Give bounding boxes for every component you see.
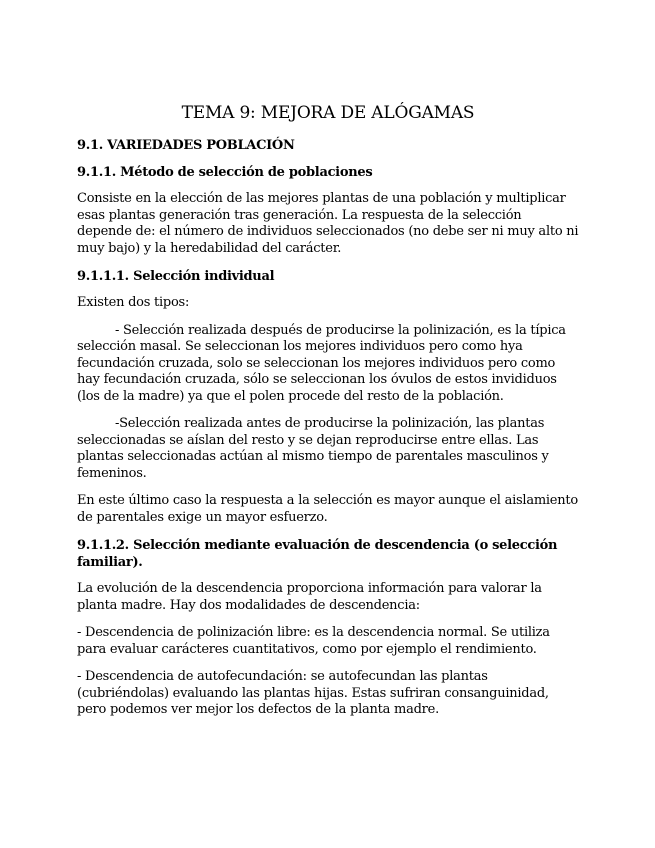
- last-case-paragraph: En este último caso la respuesta a la selección es mayor aunque el aislamiento de parentales exige un mayor esfuerzo.: [77, 493, 578, 525]
- subsubsection-heading-familiar: 9.1.1.2. Selección mediante evaluación de descendencia (o selección familiar).: [77, 538, 558, 570]
- page-title: TEMA 9: MEJORA DE ALÓGAMAS: [181, 103, 475, 123]
- evolution-paragraph: La evolución de la descendencia proporciona información para valorar la planta madre. Hay dos modalidades de descendencia:: [77, 581, 542, 613]
- free-pollination-paragraph: - Descendencia de polinización libre: es la descendencia normal. Se utiliza para evaluar carácteres cuantitativos, como por ejemplo el rendimiento.: [77, 625, 550, 657]
- subsection-heading: 9.1.1. Método de selección de poblaciones: [77, 165, 373, 180]
- type2-paragraph: -Selección realizada antes de producirse la polinización, las plantas seleccionadas se aíslan del resto y se dejan reproducirse entre ellas. Las plantas seleccionadas actúan al mismo tiempo de parentales masculinos y femeninos.: [77, 416, 549, 481]
- section-heading: 9.1. VARIEDADES POBLACIÓN: [77, 138, 295, 153]
- type1-paragraph: - Selección realizada después de producirse la polinización, es la típica selección masal. Se seleccionan los mejores individuos pero como hya fecundación cruzada, solo se seleccionan los mejores individuos pero como hay fecundación cruzada, sólo se seleccionan los óvulos de estos invididuos (los de la madre) ya que el polen procede del resto de la población.: [77, 322, 566, 404]
- document-page: [77, 103, 579, 730]
- subsubsection-heading-individual: 9.1.1.1. Selección individual: [77, 269, 275, 284]
- types-paragraph: Existen dos tipos:: [77, 295, 190, 310]
- self-fertilization-paragraph: - Descendencia de autofecundación: se autofecundan las plantas (cubriéndolas) evaluando las plantas hijas. Estas sufriran consanguinidad, pero podemos ver mejor los defectos de la planta madre.: [77, 669, 549, 717]
- intro-paragraph: Consiste en la elección de las mejores plantas de una población y multiplicar esas plantas generación tras generación. La respuesta de la selección depende de: el número de individuos seleccionados (no debe ser ni muy alto ni muy bajo) y la heredabilidad del carácter.: [77, 191, 579, 256]
